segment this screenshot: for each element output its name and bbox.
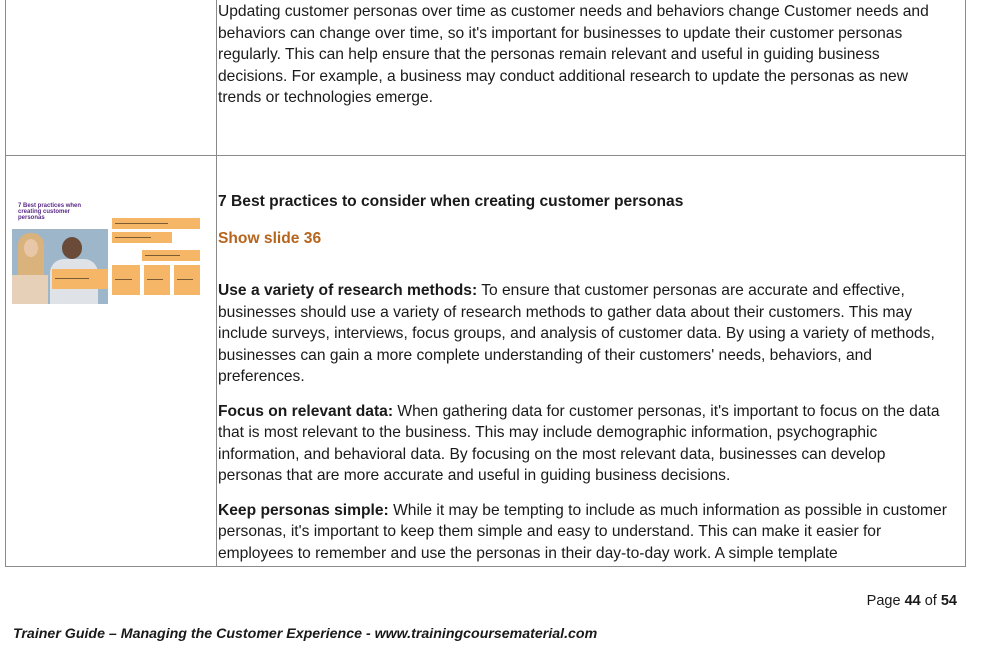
slide-box — [52, 269, 108, 289]
slide-box — [112, 232, 172, 243]
slide-box — [142, 250, 200, 261]
page-current: 44 — [904, 593, 921, 609]
practice-text: When gathering data for customer personas, it's important to focus on the data that is most relevant to the business. This may include demographic information, psychographic information, and behavioral data. By focusing on the most relevant data, businesses can develop personas that are more accurate and useful in guiding business decisions. — [218, 402, 940, 484]
page-total: 54 — [940, 593, 957, 609]
slide-box — [112, 218, 200, 229]
best-practices-cell — [218, 191, 953, 564]
footer-guide-text: Trainer Guide – Managing the Customer Experience - www.trainingcoursematerial.com — [13, 626, 598, 642]
row-divider — [6, 155, 965, 156]
practice-label: Use a variety of research methods: — [218, 282, 478, 299]
practice-label: Focus on relevant data: — [218, 402, 394, 420]
section-heading: 7 Best practices to consider when creating customer personas — [218, 193, 684, 210]
page-of: of — [920, 593, 941, 609]
slide-thumbnail-title: 7 Best practices when creating customer personas — [18, 203, 82, 221]
slide-box — [112, 265, 140, 295]
show-slide-label: Show slide 36 — [218, 229, 322, 247]
practice-text: While it may be tempting to include as much information as possible in customer personas, it's important to keep them simple and easy to understand. This can make it easier for employees to remember and use the personas in their day-to-day work. A simple template — [218, 501, 947, 562]
slide-box — [174, 265, 200, 295]
top-paragraph-cell — [218, 1, 953, 109]
practice-item — [218, 280, 953, 388]
page-number — [867, 593, 957, 609]
column-divider — [216, 0, 217, 566]
practice-text: To ensure that customer personas are accurate and effective, businesses should use a variety of research methods to gather data about their customers. This may include surveys, interviews, focus groups, and analysis of customer data. By using a variety of methods, businesses can gain a more complete understanding of their customers' needs, behaviors, and preferences. — [218, 282, 935, 385]
slide-thumbnail — [12, 199, 204, 305]
practice-item — [218, 500, 953, 565]
slide-box — [144, 265, 170, 295]
practice-item — [218, 401, 953, 487]
page-prefix: Page — [866, 593, 905, 609]
slide-photo-image — [12, 229, 108, 304]
top-paragraph: Updating customer personas over time as customer needs and behaviors change Customer needs and behaviors can change over time, so it's important for businesses to update their customer personas regularly. This can help ensure that the personas remain relevant and useful in guiding business decisions. For example, a business may conduct additional research to update the personas as new trends or technologies emerge. — [218, 3, 929, 106]
practice-label: Keep personas simple: — [218, 501, 389, 519]
